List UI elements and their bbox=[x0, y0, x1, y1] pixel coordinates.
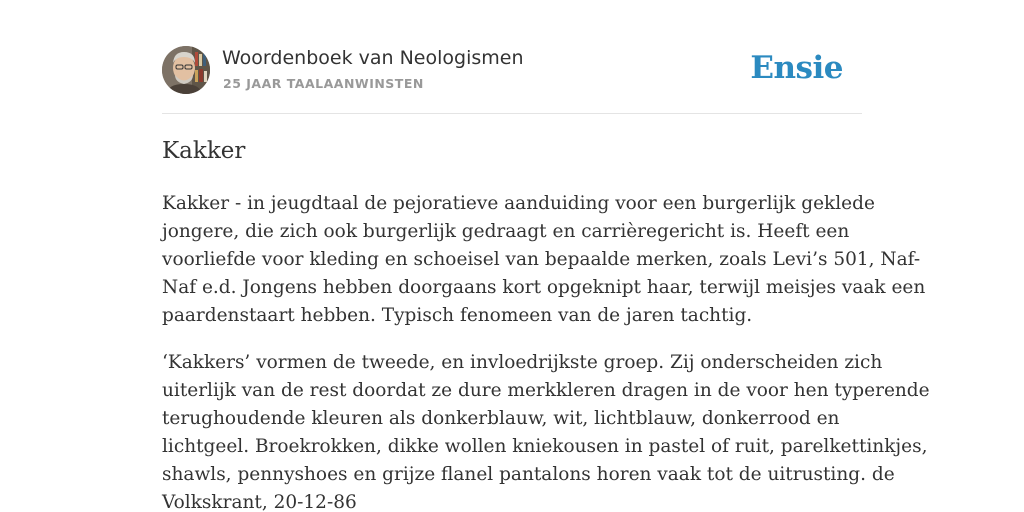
paragraph-line: ‘Kakkers’ vormen de tweede, en invloedrijkste groep. Zij onderscheiden zich bbox=[162, 352, 883, 373]
entry-definition-paragraph bbox=[162, 190, 926, 330]
author-avatar[interactable] bbox=[162, 46, 210, 94]
header bbox=[162, 46, 862, 96]
author-portrait-image bbox=[162, 46, 210, 94]
paragraph-line: Volkskrant, 20-12-86 bbox=[162, 492, 357, 512]
paragraph-line: paardenstaart hebben. Typisch fenomeen van de jaren tachtig. bbox=[162, 305, 753, 326]
paragraph-line: jongere, die zich ook burgerlijk gedraagt en carrièregericht is. Heeft een bbox=[162, 221, 850, 242]
entry-title: Kakker bbox=[162, 138, 246, 164]
paragraph-line: uiterlijk van de rest doordat ze dure merkkleren dragen in de voor hen typerende bbox=[162, 380, 930, 401]
entry-quote-paragraph bbox=[162, 349, 930, 512]
paragraph-line: Kakker - in jeugdtaal de pejoratieve aanduiding voor een burgerlijk geklede bbox=[162, 193, 875, 214]
source-subtitle: 25 JAAR TAALAANWINSTEN bbox=[223, 76, 424, 91]
paragraph-line: voorliefde voor kleding en schoeisel van bepaalde merken, zoals Levi’s 501, Naf- bbox=[162, 249, 921, 270]
paragraph-line: shawls, pennyshoes en grijze flanel pantalons horen vaak tot de uitrusting. de bbox=[162, 464, 895, 485]
source-title[interactable]: Woordenboek van Neologismen bbox=[222, 47, 524, 69]
paragraph-line: terughoudende kleuren als donkerblauw, wit, lichtblauw, donkerrood en bbox=[162, 408, 840, 429]
ensie-logo-link[interactable]: Ensie bbox=[750, 50, 843, 86]
paragraph-line: lichtgeel. Broekrokken, dikke wollen kniekousen in pastel of ruit, parelkettinkjes, bbox=[162, 436, 928, 457]
header-divider bbox=[162, 113, 862, 114]
paragraph-line: Naf e.d. Jongens hebben doorgaans kort opgeknipt haar, terwijl meisjes vaak een bbox=[162, 277, 926, 298]
